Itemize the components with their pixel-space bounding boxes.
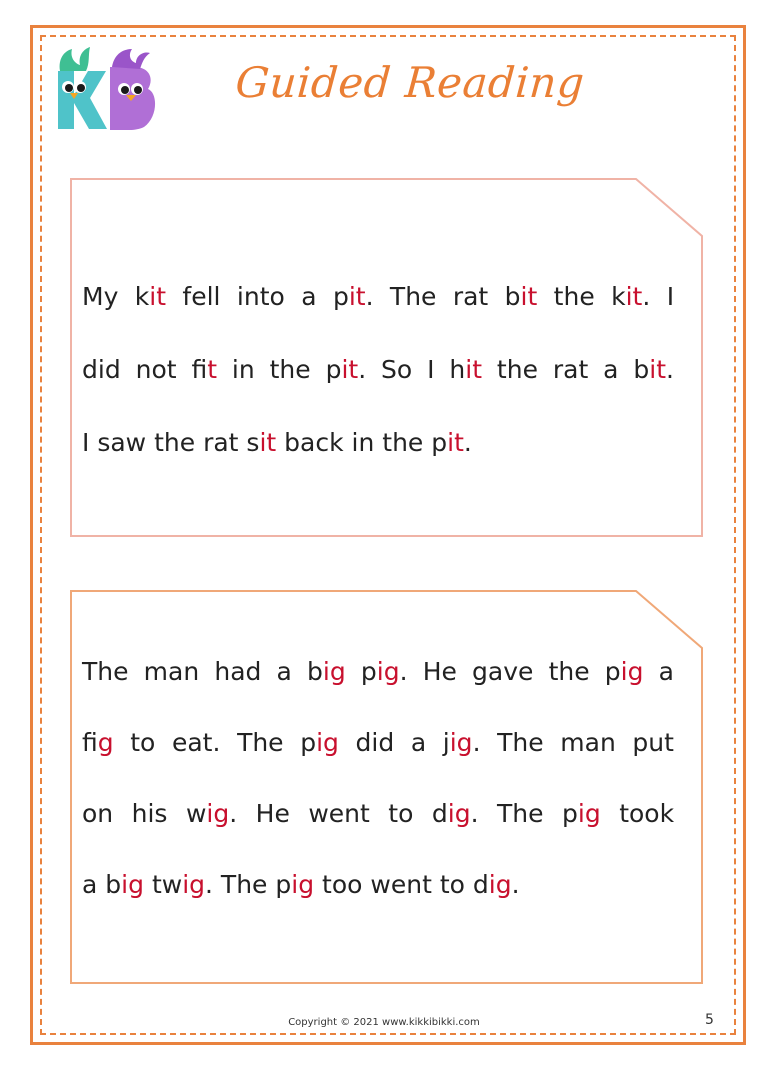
passage-1-text [82,260,674,479]
passage-line: The man had a big pig. He gave the pig a [82,657,674,686]
passage-line: a big twig. The pig too went to dig. [82,870,520,899]
passage-line: did not fit in the pit. So I hit the rat a bit. [82,355,674,384]
copyright-notice: Copyright © 2021 www.kikkibikki.com [288,1017,480,1028]
logo-b-icon [110,49,155,130]
passage-line: I saw the rat sit back in the pit. [82,428,472,457]
reading-passage-2 [70,590,704,985]
page-title: Guided Reading [233,58,587,107]
logo-k-icon [58,47,107,129]
passage-2-text [82,636,674,920]
passage-line: My kit fell into a pit. The rat bit the kit. I [82,282,675,311]
page-number: 5 [705,1012,714,1028]
reading-passage-1 [70,178,704,538]
passage-line: fig to eat. The pig did a jig. The man put [82,728,674,757]
passage-line: on his wig. He went to dig. The pig took [82,799,675,828]
kb-logo [50,45,160,135]
